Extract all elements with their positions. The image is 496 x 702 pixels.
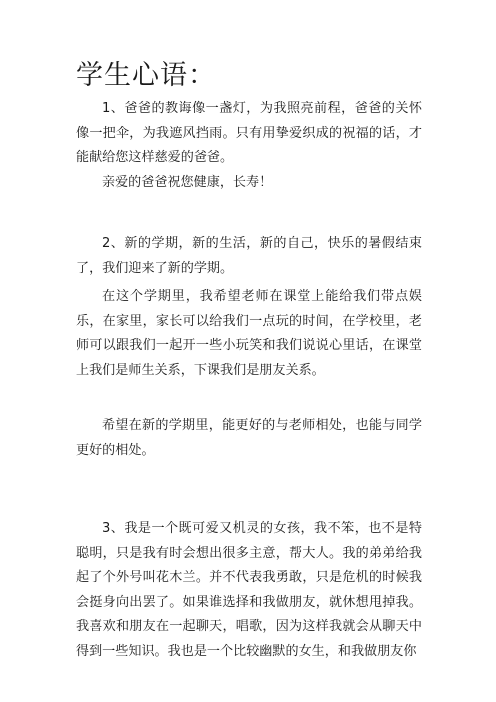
document-title: 学生心语： bbox=[76, 60, 216, 91]
paragraph-1: 1、爸爸的教诲像一盏灯，为我照亮前程，爸爸的关怀像一把伞，为我遮风挡雨。只有用挚爱织成的祝福的话，才能献给您这样慈爱的爸爸。 bbox=[76, 101, 422, 165]
paragraph-6: 3、我是一个既可爱又机灵的女孩，我不笨，也不是特聪明，只是我有时会想出很多主意，帮大人。我的弟弟给我起了个外号叫花木兰。并不代表我勇敢，只是危机的时候我会挺身向出罢了。如果谁选择和我做朋友，就休想甩掉我。我喜欢和朋友在一起聊天，唱歌，因为这样我就会从聊天中得到一些知识。我也是一个比较幽默的女生，和我做朋友你 bbox=[76, 521, 422, 659]
paragraph-5: 希望在新的学期里，能更好的与老师相处，也能与同学更好的相处。 bbox=[76, 418, 422, 458]
paragraph-3: 2、新的学期，新的生活，新的自己，快乐的暑假结束了，我们迎来了新的学期。 bbox=[76, 236, 422, 276]
paragraph-2: 亲爱的爸爸祝您健康，长寿！ bbox=[102, 175, 273, 190]
paragraph-4: 在这个学期里，我希望老师在课堂上能给我们带点娱乐，在家里，家长可以给我们一点玩的时间，在学校里，老师可以跟我们一起开一些小玩笑和我们说说心里话，在课堂上我们是师生关系，下课我们是朋友关系。 bbox=[76, 289, 422, 378]
